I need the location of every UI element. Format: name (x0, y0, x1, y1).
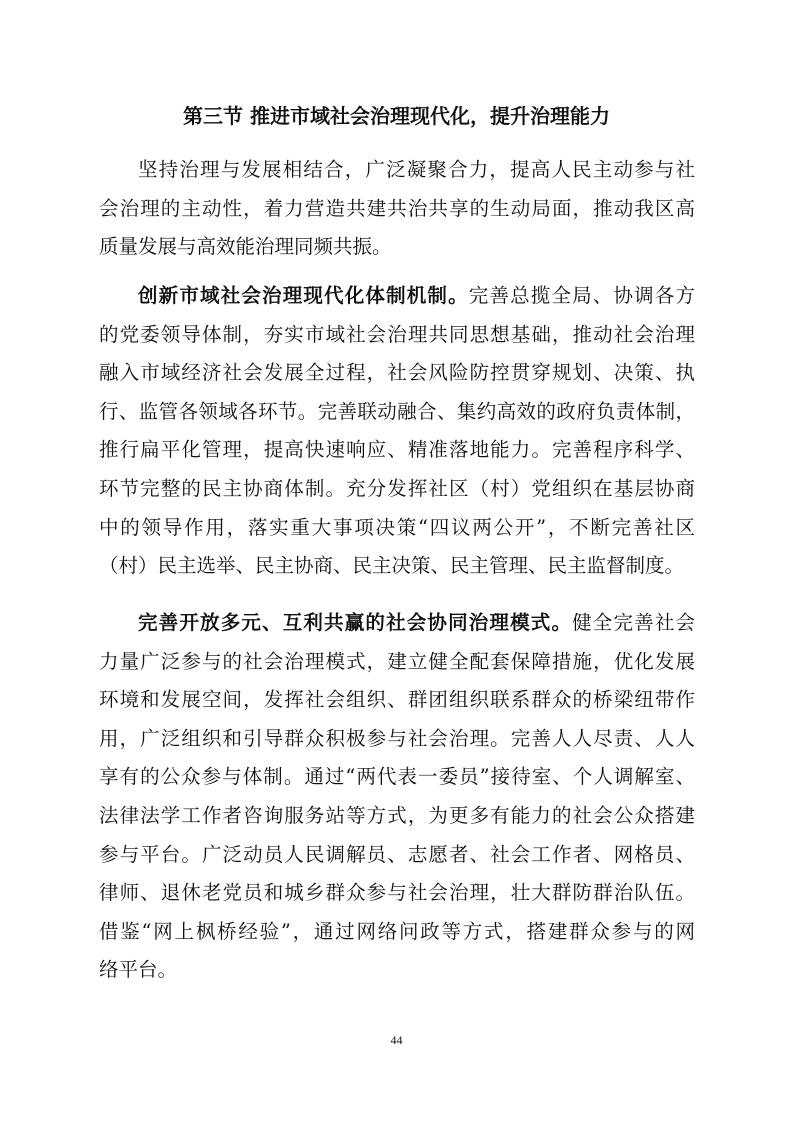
text-line: 律师、退休老党员和城乡群众参与社会治理，壮大群防群治队伍。 (99, 881, 695, 905)
text-line: 享有的公众参与体制。通过“两代表一委员”接待室、个人调解室、 (99, 765, 695, 789)
text-line: 会治理的主动性，着力营造共建共治共享的生动局面，推动我区高 (99, 196, 695, 220)
paragraph-social-collaboration (99, 604, 695, 990)
text-line: 法律法学工作者咨询服务站等方式，为更多有能力的社会公众搭建 (99, 803, 695, 827)
text-line: 质量发展与高效能治理同频共振。 (99, 235, 392, 259)
text-line: 推行扁平化管理，提高快速响应、精准落地能力。完善程序科学、 (99, 438, 695, 462)
text-line: 力量广泛参与的社会治理模式，建立健全配套保障措施，优化发展 (99, 649, 695, 673)
page-number: 44 (390, 1033, 403, 1047)
text-line: 参与平台。广泛动员人民调解员、志愿者、社会工作者、网格员、 (99, 842, 695, 866)
paragraph-heading: 创新市域社会治理现代化体制机制。 (138, 284, 469, 307)
paragraph-text: 完善总揽全局、协调各方 (468, 284, 695, 307)
text-line: 坚持治理与发展相结合，广泛凝聚合力，提高人民主动参与社 (138, 158, 695, 181)
text-line: 借鉴“网上枫桥经验”，通过网络问政等方式，搭建群众参与的网 (99, 919, 695, 943)
text-line: 环境和发展空间，发挥社会组织、群团组织联系群众的桥梁纽带作 (99, 688, 695, 712)
text-line: 中的领导作用，落实重大事项决策“四议两公开”，不断完善社区 (99, 515, 695, 539)
section-title: 第三节 推进市域社会治理现代化，提升治理能力 (183, 104, 610, 128)
paragraph-governance-system (99, 277, 695, 586)
text-line: 行、监管各领域各环节。完善联动融合、集约高效的政府负责体制， (99, 399, 695, 423)
text-line: （村）民主选举、民主协商、民主决策、民主管理、民主监督制度。 (99, 554, 685, 578)
text-line: 的党委领导体制，夯实市域社会治理共同思想基础，推动社会治理 (99, 322, 695, 346)
text-line: 环节完整的民主协商体制。充分发挥社区（村）党组织在基层协商 (99, 476, 695, 500)
text-line (99, 604, 695, 643)
text-line: 用，广泛组织和引导群众积极参与社会治理。完善人人尽责、人人 (99, 726, 695, 750)
text-line: 融入市域经济社会发展全过程，社会风险防控贯穿规划、决策、执 (99, 361, 695, 385)
paragraph-text: 健全完善社会 (572, 611, 695, 634)
paragraph-heading: 完善开放多元、互利共赢的社会协同治理模式。 (138, 611, 573, 634)
text-line (99, 277, 695, 316)
paragraph-intro (99, 151, 695, 267)
text-line: 络平台。 (99, 958, 178, 982)
